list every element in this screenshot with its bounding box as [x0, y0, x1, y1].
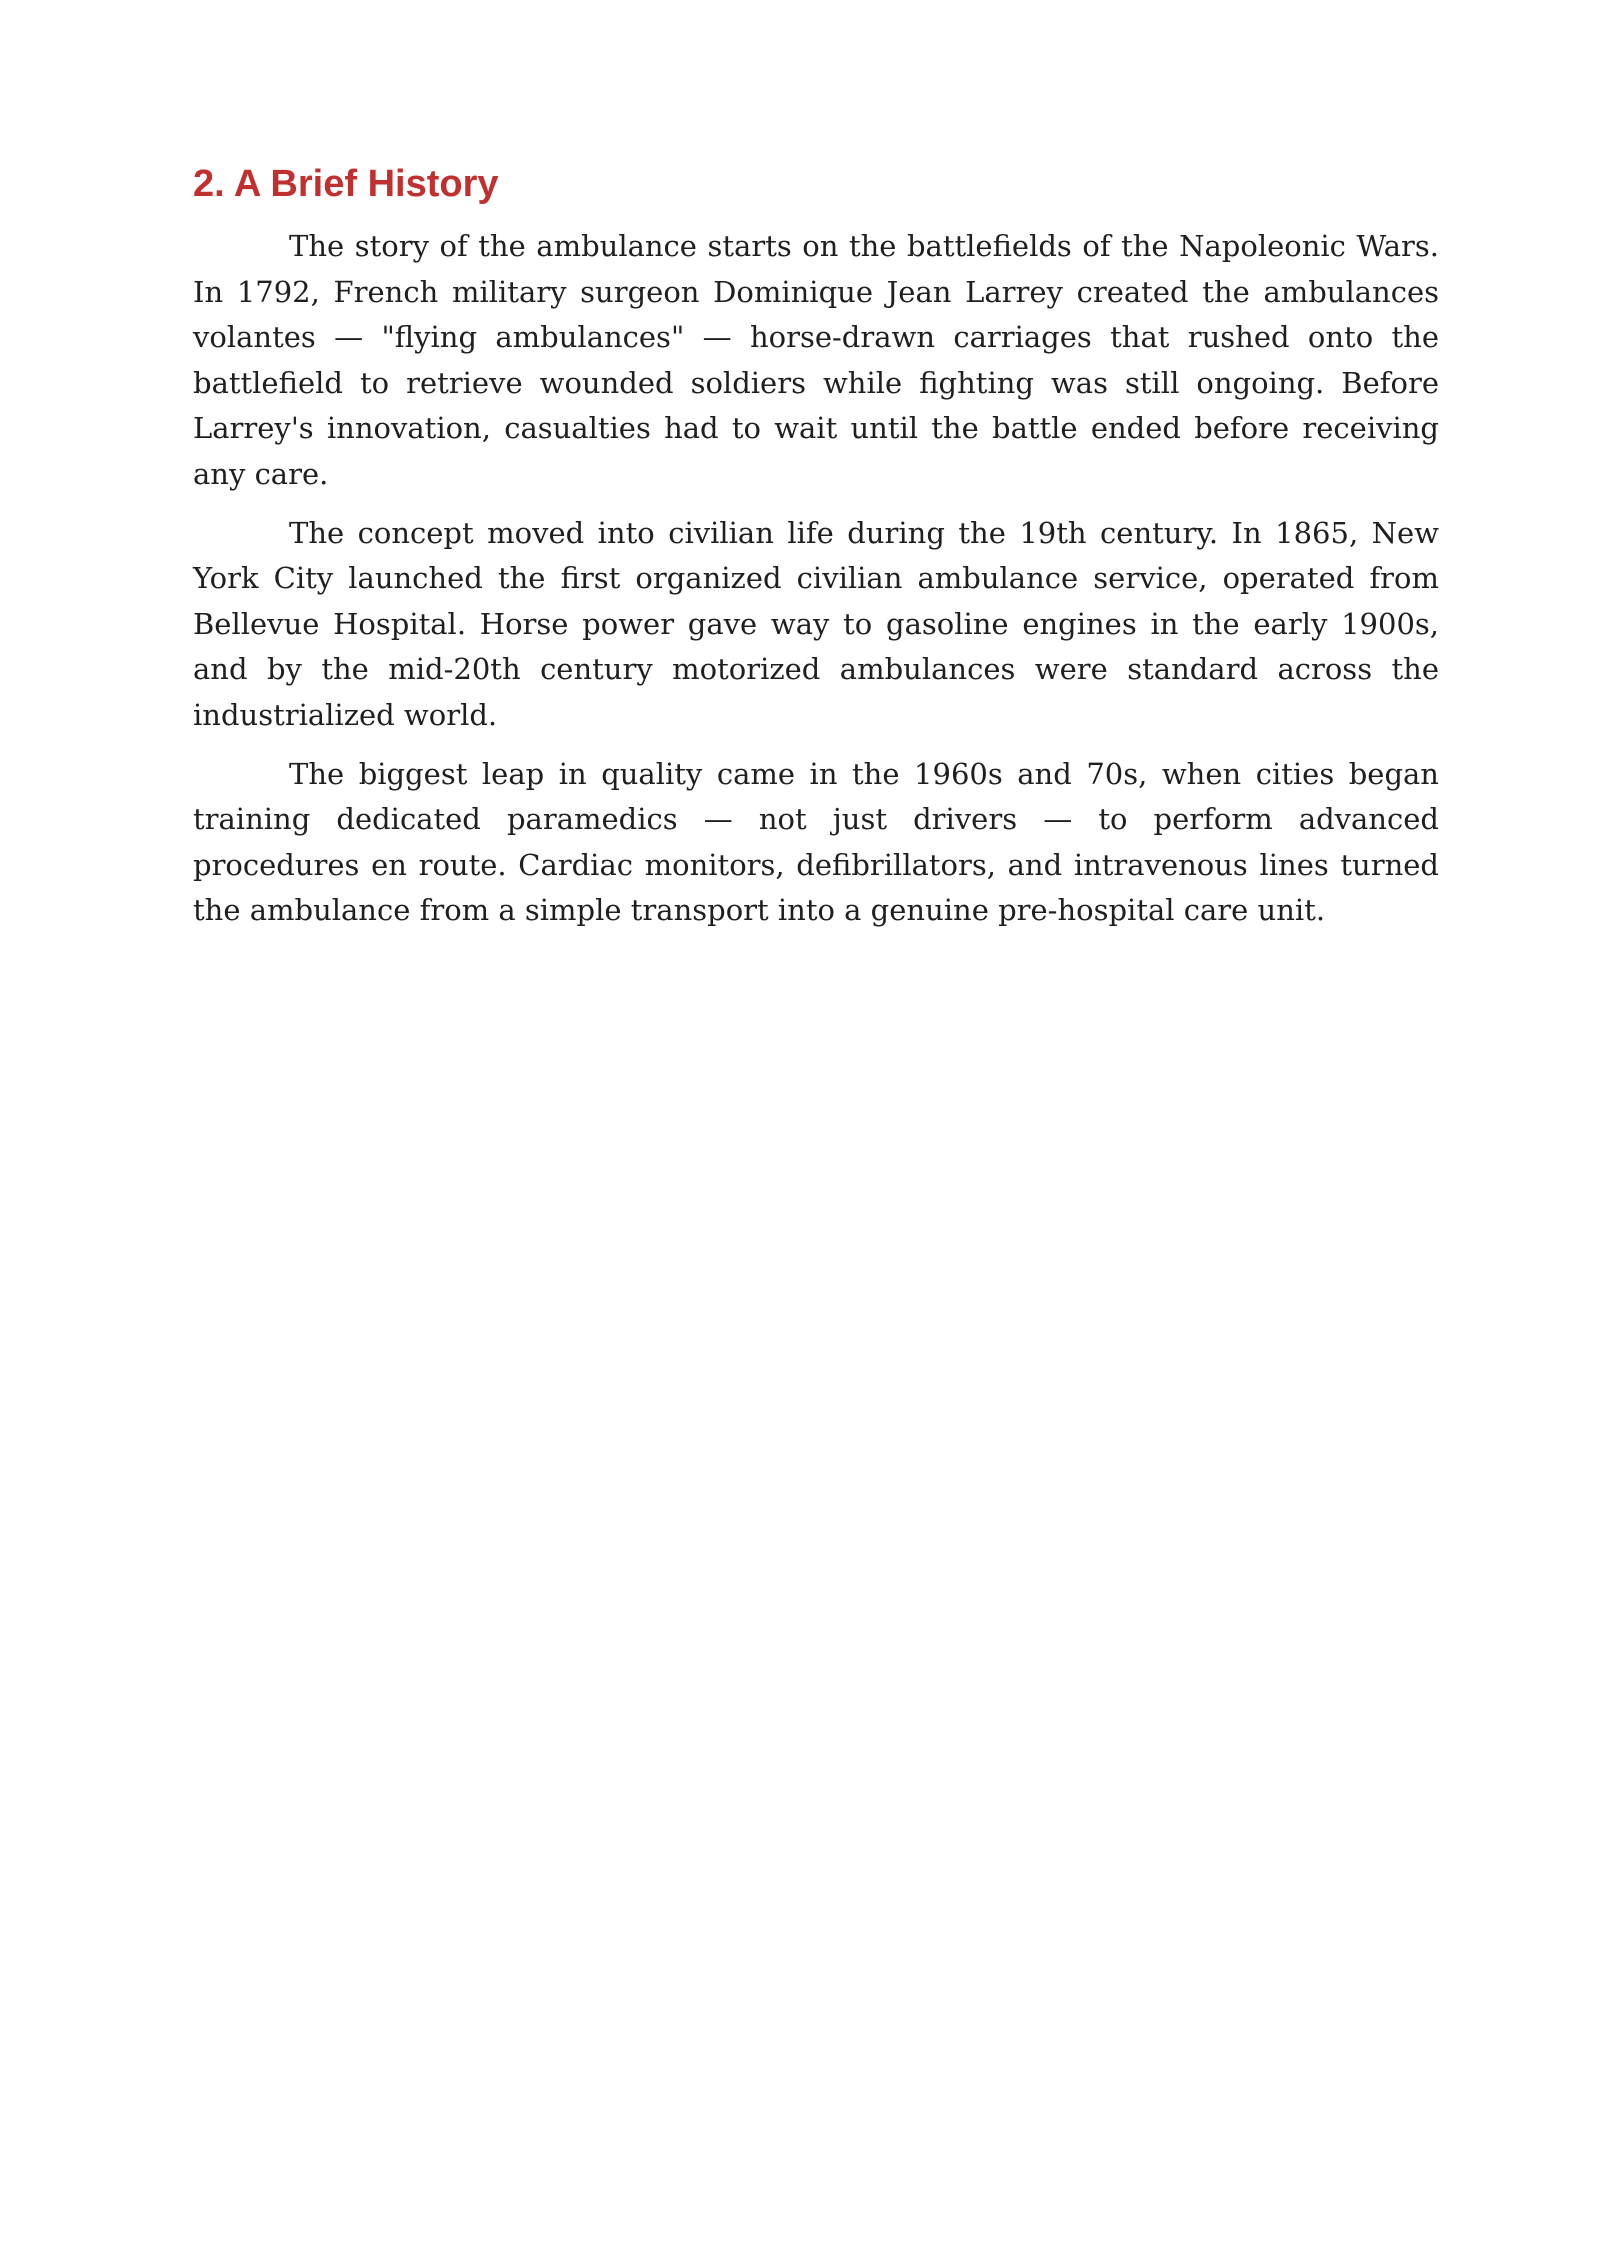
paragraph-paramedics: The biggest leap in quality came in the 1960s and 70s, when cities began training dedicated paramedics — not just drivers — to perform advanced procedures en route. Cardiac monitors, defibrillators, and intravenous lines turned the ambulance from a simple transport into a genuine pre-hospital care unit. [193, 756, 1439, 928]
section-content [193, 158, 1439, 947]
paragraph-civilian-service: The concept moved into civilian life during the 19th century. In 1865, New York City launched the first organized civilian ambulance service, operated from Bellevue Hospital. Horse power gave way to gasoline engines in the early 1900s, and by the mid-20th century motorized ambulances were standard across the industrialized world. [193, 515, 1439, 732]
section-heading: 2. A Brief History [193, 163, 499, 205]
paragraph-napoleonic-origins: The story of the ambulance starts on the battlefields of the Napoleonic Wars. In 1792, French military surgeon Dominique Jean Larrey created the ambulances volantes — "flying ambulances" — horse-drawn carriages that rushed onto the battlefield to retrieve wounded soldiers while fighting was still ongoing. Before Larrey's innovation, casualties had to wait until the battle ended before receiving any care. [193, 229, 1439, 491]
